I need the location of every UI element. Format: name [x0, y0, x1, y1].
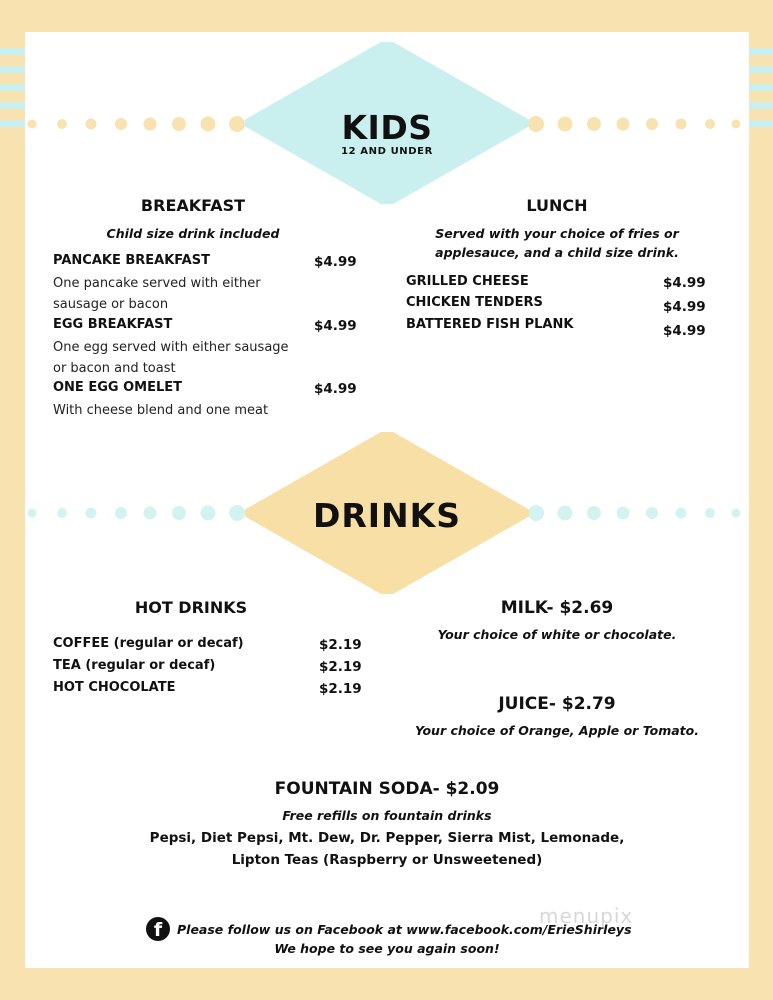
menu-item-price: $4.99 [314, 381, 357, 397]
juice-note: Your choice of Orange, Apple or Tomato. [415, 723, 699, 738]
menu-item-price: $4.99 [314, 254, 357, 270]
menu-item-name: COFFEE (regular or decaf) [53, 636, 244, 651]
kids-dots-right [520, 114, 749, 134]
lunch-note: applesauce, and a child size drink. [435, 245, 679, 260]
menu-item-name: EGG BREAKFAST [53, 317, 173, 332]
breakfast-heading: BREAKFAST [140, 196, 246, 215]
menu-item-desc: or bacon and toast [53, 361, 176, 376]
menu-item-name: TEA (regular or decaf) [53, 658, 216, 673]
lunch-heading: LUNCH [526, 196, 588, 215]
juice-heading: JUICE- $2.79 [498, 694, 616, 714]
footer-closing: We hope to see you again soon! [274, 941, 500, 956]
breakfast-note: Child size drink included [106, 226, 280, 241]
milk-note: Your choice of white or chocolate. [437, 627, 677, 642]
fountain-flavors: Lipton Teas (Raspberry or Unsweetened) [231, 852, 543, 868]
facebook-icon[interactable]: f [146, 917, 170, 941]
menu-item-name: GRILLED CHEESE [406, 274, 529, 289]
menu-item-price: $4.99 [314, 318, 357, 334]
menu-item-price: $4.99 [663, 275, 706, 291]
menu-item-desc: With cheese blend and one meat [53, 403, 269, 418]
menu-item-price: $2.19 [319, 681, 362, 697]
menu-item-desc: One egg served with either sausage [53, 340, 289, 355]
menu-page [25, 32, 749, 968]
kids-subtitle: 12 AND UNDER [341, 146, 433, 157]
menu-item-name: BATTERED FISH PLANK [406, 317, 574, 332]
menu-item-name: ONE EGG OMELET [53, 380, 182, 395]
menu-item-name: PANCAKE BREAKFAST [53, 253, 210, 268]
kids-diamond [245, 42, 529, 204]
menu-item-price: $2.19 [319, 659, 362, 675]
menu-item-name: CHICKEN TENDERS [406, 295, 543, 310]
drinks-title: DRINKS [312, 496, 462, 535]
menu-item-price: $4.99 [663, 323, 706, 339]
menu-item-price: $4.99 [663, 299, 706, 315]
kids-dots-left [25, 114, 255, 134]
fountain-flavors: Pepsi, Diet Pepsi, Mt. Dew, Dr. Pepper, Sierra Mist, Lemonade, [149, 830, 625, 846]
lunch-note: Served with your choice of fries or [435, 226, 679, 241]
menu-item-name: HOT CHOCOLATE [53, 680, 176, 695]
menu-item-desc: sausage or bacon [53, 297, 169, 312]
menu-item-price: $2.19 [319, 637, 362, 653]
kids-title: KIDS [341, 108, 433, 147]
watermark: menupix [539, 904, 634, 928]
milk-heading: MILK- $2.69 [500, 598, 614, 618]
facebook-link[interactable]: Please follow us on Facebook at www.facebook.com/ErieShirleys [177, 921, 632, 937]
fountain-heading: FOUNTAIN SODA- $2.09 [274, 779, 500, 799]
hot-drinks-heading: HOT DRINKS [134, 598, 248, 617]
menu-item-desc: One pancake served with either [53, 276, 261, 291]
fountain-note: Free refills on fountain drinks [282, 808, 492, 823]
